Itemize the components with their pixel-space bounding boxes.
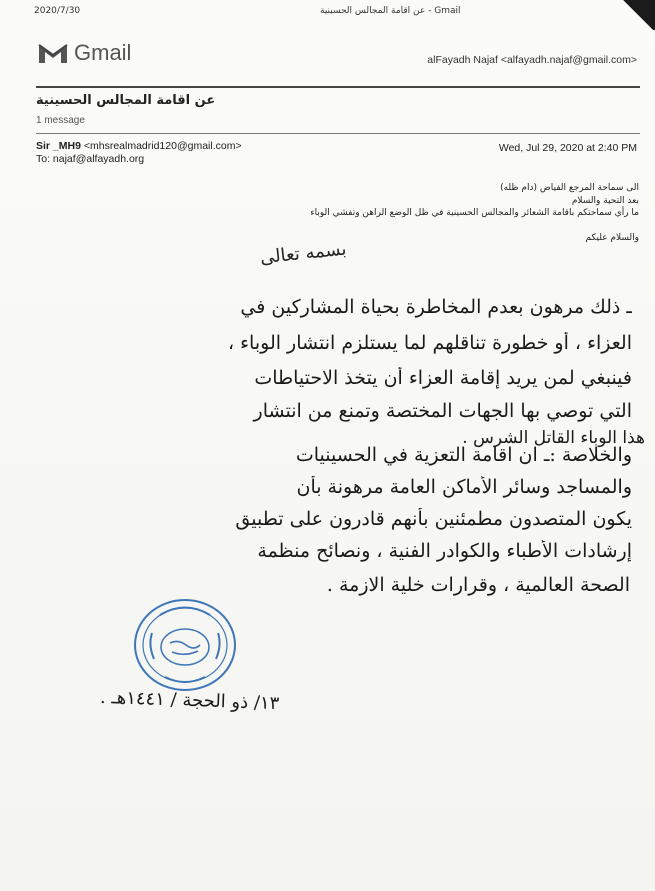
- gmail-wordmark: Gmail: [74, 40, 132, 65]
- handwritten-line: والخلاصة :ـ ان اقامة التعزية في الحسينيات: [295, 444, 632, 466]
- thread-subject: عن اقامة المجالس الحسينية: [36, 93, 216, 108]
- office-seal-stamp: [130, 595, 240, 695]
- handwritten-line: هذا الوباء القاتل الشرس .: [462, 428, 645, 448]
- subject-divider: [36, 133, 640, 134]
- sender-name: Sir _MH9: [36, 140, 81, 152]
- handwritten-line: يكون المتصدون مطمئنين بأنهم قادرون على تطبيق: [235, 508, 632, 530]
- body-line: والسلام عليكم: [585, 232, 639, 243]
- gmail-logo: [38, 40, 131, 66]
- gmail-m-icon: [38, 42, 68, 64]
- sender-line: [36, 140, 242, 152]
- handwritten-line: إرشادات الأطباء والكوادر الفنية ، ونصائح منظمة: [257, 540, 632, 562]
- message-count: 1 message: [36, 115, 85, 126]
- handwritten-line: والمساجد وسائر الأماكن العامة مرهونة بأن: [296, 476, 632, 498]
- message-body: [159, 182, 639, 244]
- body-line: بعد التحية والسلام: [571, 195, 639, 206]
- body-line: الى سماحة المرجع الفياض (دام ظله): [500, 183, 639, 193]
- account-label: alFayadh Najaf <alfayadh.najaf@gmail.com>: [427, 54, 637, 66]
- handwritten-date: ١٣/ ذو الحجة / ١٤٤١هـ .: [99, 686, 280, 715]
- handwritten-heading: بسمه تعالى: [259, 238, 348, 269]
- page-fold-corner: [615, 0, 655, 30]
- handwritten-line: فينبغي لمن يريد إقامة العزاء أن يتخذ الاحتياطات: [254, 367, 632, 389]
- print-date: 2020/7/30: [34, 6, 81, 16]
- handwritten-line: العزاء ، أو خطورة تناقلهم لما يستلزم انتشار الوباء ،: [227, 332, 632, 354]
- print-title: Gmail - عن اقامة المجالس الحسينية: [320, 6, 461, 16]
- body-line: ما رأي سماحتكم باقامة الشعائر والمجالس الحسينية في ظل الوضع الراهن وتفشي الوباء: [310, 208, 639, 218]
- handwritten-line: التي توصي بها الجهات المختصة وتمنع من انتشار: [253, 400, 632, 422]
- recipient-line: To: najaf@alfayadh.org: [36, 153, 145, 165]
- sender-email: <mhsrealmadrid120@gmail.com>: [83, 140, 242, 152]
- handwritten-line: ـ ذلك مرهون بعدم المخاطرة بحياة المشاركين في: [240, 296, 632, 318]
- handwritten-line: الصحة العالمية ، وقرارات خلية الازمة .: [326, 574, 630, 596]
- header-divider: [36, 86, 640, 88]
- message-date: Wed, Jul 29, 2020 at 2:40 PM: [498, 142, 637, 154]
